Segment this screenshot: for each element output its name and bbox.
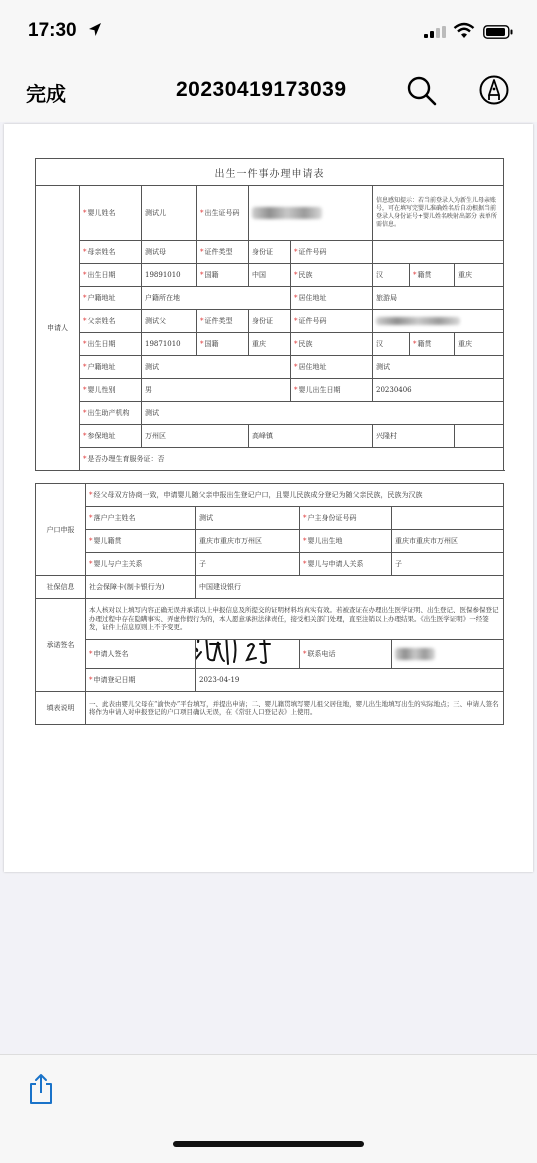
- baby-birth-value: 20230406: [373, 379, 504, 402]
- registration-table: 户口申报 *经父母双方协商一致，申请婴儿随父亲申报出生登记户口，且婴儿民族成分登记为随父亲民族，民族为汉族 *落户户主姓名 测试 *户主身份证号码 *婴儿籍贯 重庆市重庆市万州区 *婴儿出生地 重庆市重庆市万州区 *婴儿与户主关系 子 *婴儿与申请人关系 子 社保信息 社会保障卡(制卡银行为) 中国建设银行 承诺签名 本人核对以上填写内容正确无误并承诺以上申报信息及所提交的证明材料均真实有效。若被查证在办理出生医学证明、出生登记、医保参保登记办理过程中存在隐瞒事实、弄虚作假行为的，本人愿意承担法律责任，接受相关部门处理，直至注销以上办理结果。《出生医学证明》一经签发，证件上信息原则上不予变更。 *申请人签名 *联系电话 *申请登记日期 2023-04-19 填表说明 一、此表由婴儿父母在“渝快办”平台填写，并提出申请；二、婴儿籍贯填写婴儿祖父居住地，婴儿出生地填写出生的实际地点；三、申请人签名将作为申请人对申报登记的户口项目确认无误，在《常驻人口登记表》上使用。: [35, 483, 504, 725]
- form-title: 出生一件事办理申请表: [36, 159, 504, 186]
- hospital-label: 出生助产机构: [87, 409, 130, 417]
- phone-label: 联系电话: [307, 650, 336, 658]
- document-page: [4, 124, 533, 872]
- hukou-section-label: 户口申报: [36, 484, 86, 576]
- done-button[interactable]: 完成: [26, 82, 66, 106]
- residence-label: 居住地址: [298, 294, 327, 302]
- ethnicity-label: 民族: [298, 340, 313, 348]
- baby-name-label: 婴儿姓名: [87, 209, 116, 217]
- relation2-label: 婴儿与申请人关系: [307, 560, 364, 568]
- birth-date-label: 出生日期: [87, 340, 116, 348]
- baby-name-value: 测试儿: [142, 186, 197, 241]
- notice-text: 信息感知提示：若当前登录人为新生儿母亲账号，可在填写完婴儿准确姓名后自动根据当前登录人身份证号+婴儿姓名映射出部分 表单所需信息。: [373, 186, 504, 241]
- signer-label: 申请人签名: [93, 650, 129, 658]
- father-hukou-value: 测试: [142, 356, 291, 379]
- hukou-addr-label: 户籍地址: [87, 294, 116, 302]
- markup-pen-icon[interactable]: [478, 74, 510, 106]
- native-value: 重庆: [455, 333, 504, 356]
- householder-label: 落户户主姓名: [93, 514, 136, 522]
- hospital-value: 测试: [142, 402, 504, 425]
- applicant-table: 出生一件事办理申请表 申请人 *婴儿姓名 测试儿 *出生证号码 信息感知提示：若当前登录人为新生儿母亲账号，可在填写完婴儿准确姓名后自动根据当前登录人身份证号+婴儿姓名映射出部分 表单所需信息。 *母亲姓名 测试母 *证件类型 身份证 *证件号码 *出生日期 19891010 *国籍 中国 *民族 汉 *籍贯 重庆 *户籍地址 户籍所在地 *居住地址 旅游局 *父亲姓名 测试父 *证件类型 身份证 *证件号码 *出生日期 19871010 *国籍 重庆 *民族 汉 *籍贯 重庆 *户籍地址 测试 *居住地址 测试 *婴儿性别 男 *婴儿出生日期 20230406 *出生助产机构 测试 *参保地址 万州区 高峰镇 兴隆村 *是否办理生育服务证：否: [35, 158, 504, 471]
- birth-cert-label: 出生证号码: [204, 209, 240, 217]
- social-card-value: 社会保障卡(制卡银行为): [86, 576, 196, 599]
- id-type-label: 证件类型: [204, 317, 233, 325]
- mother-residence-value: 旅游局: [373, 287, 504, 310]
- baby-gender-value: 男: [142, 379, 291, 402]
- reg-date-label: 申请登记日期: [93, 676, 136, 684]
- share-icon[interactable]: [28, 1073, 54, 1105]
- search-icon[interactable]: [406, 75, 438, 107]
- hukou-addr-label: 户籍地址: [87, 363, 116, 371]
- bottom-toolbar: [0, 1054, 537, 1163]
- birth-cert-value: [249, 186, 373, 241]
- battery-icon: [483, 25, 513, 39]
- baby-gender-label: 婴儿性别: [87, 386, 116, 394]
- insured-label: 参保地址: [87, 432, 116, 440]
- location-arrow-icon: [88, 22, 102, 38]
- notes-label: 填表说明: [36, 692, 86, 725]
- fertility-question: 是否办理生育服务证：否: [87, 455, 165, 463]
- id-type-label: 证件类型: [204, 248, 233, 256]
- status-bar: [0, 0, 537, 60]
- nationality-value: 中国: [249, 264, 291, 287]
- mother-hukou-value: 户籍所在地: [142, 287, 291, 310]
- baby-birthplace-label: 婴儿出生地: [307, 537, 343, 545]
- handwritten-signature: [196, 640, 291, 669]
- redacted-birth-cert: [252, 207, 322, 219]
- insured-area-value: 万州区: [142, 425, 249, 448]
- home-indicator: [173, 1141, 364, 1147]
- father-name-label: 父亲姓名: [87, 317, 116, 325]
- insured-town-value: 高峰镇: [249, 425, 373, 448]
- mother-birth-value: 19891010: [142, 264, 197, 287]
- father-name-value: 测试父: [142, 310, 197, 333]
- baby-birthplace-value: 重庆市重庆市万州区: [392, 530, 504, 553]
- phone-value: [392, 640, 504, 669]
- navigation-bar: [0, 60, 537, 122]
- ethnicity-label: 民族: [298, 271, 313, 279]
- native-label: 籍贯: [417, 271, 432, 279]
- father-birth-value: 19871010: [142, 333, 197, 356]
- signal-icon: [424, 26, 446, 38]
- commitment-label: 承诺签名: [36, 599, 86, 692]
- householder-value: 测试: [196, 507, 300, 530]
- redacted-father-id: [376, 317, 460, 325]
- redacted-phone: [395, 648, 435, 660]
- householder-id-label: 户主身份证号码: [307, 514, 357, 522]
- relation-value: 子: [196, 553, 300, 576]
- mother-id-value: [373, 241, 504, 264]
- baby-birth-label: 婴儿出生日期: [298, 386, 341, 394]
- id-no-label: 证件号码: [298, 248, 327, 256]
- father-id-value: [373, 310, 504, 333]
- social-bank-value: 中国建设银行: [196, 576, 504, 599]
- signature-cell: [196, 640, 300, 669]
- reg-date-value: 2023-04-19: [196, 669, 504, 692]
- id-type-value: 身份证: [249, 310, 291, 333]
- document-title: 20230419173039: [176, 78, 347, 101]
- document-viewer[interactable]: [0, 122, 537, 1054]
- native-label: 籍贯: [417, 340, 432, 348]
- ethnicity-value: 汉: [373, 264, 410, 287]
- relation-label: 婴儿与户主关系: [93, 560, 143, 568]
- birth-date-label: 出生日期: [87, 271, 116, 279]
- mother-name-label: 母亲姓名: [87, 248, 116, 256]
- baby-native-label: 婴儿籍贯: [93, 537, 122, 545]
- applicant-label: 申请人: [36, 186, 80, 471]
- mother-name-value: 测试母: [142, 241, 197, 264]
- status-time: 17:30: [28, 20, 77, 41]
- insured-village-value: 兴隆村: [373, 425, 455, 448]
- native-value: 重庆: [455, 264, 504, 287]
- commitment-text: 本人核对以上填写内容正确无误并承诺以上申报信息及所提交的证明材料均真实有效。若被查证在办理出生医学证明、出生登记、医保参保登记办理过程中存在隐瞒事实、弄虚作假行为的，本人愿意承担法律责任，接受相关部门处理，直至注销以上办理结果。《出生医学证明》一经签发，证件上信息原则上不予变更。: [86, 599, 504, 640]
- father-residence-value: 测试: [373, 356, 504, 379]
- nationality-label: 国籍: [204, 271, 219, 279]
- residence-label: 居住地址: [298, 363, 327, 371]
- nationality-label: 国籍: [204, 340, 219, 348]
- father-nationality-value: 重庆: [249, 333, 291, 356]
- relation2-value: 子: [392, 553, 504, 576]
- householder-id-value: [392, 507, 504, 530]
- id-no-label: 证件号码: [298, 317, 327, 325]
- notes-text: 一、此表由婴儿父母在“渝快办”平台填写，并提出申请；二、婴儿籍贯填写婴儿祖父居住地，婴儿出生地填写出生的实际地点；三、申请人签名将作为申请人对申报登记的户口项目确认无误，在《常驻人口登记表》上使用。: [86, 692, 504, 725]
- social-label: 社保信息: [36, 576, 86, 599]
- baby-native-value: 重庆市重庆市万州区: [196, 530, 300, 553]
- hukou-statement: 经父母双方协商一致，申请婴儿随父亲申报出生登记户口，且婴儿民族成分登记为随父亲民族，民族为汉族: [93, 490, 423, 499]
- ethnicity-value: 汉: [373, 333, 410, 356]
- id-type-value: 身份证: [249, 241, 291, 264]
- wifi-icon: [453, 22, 475, 40]
